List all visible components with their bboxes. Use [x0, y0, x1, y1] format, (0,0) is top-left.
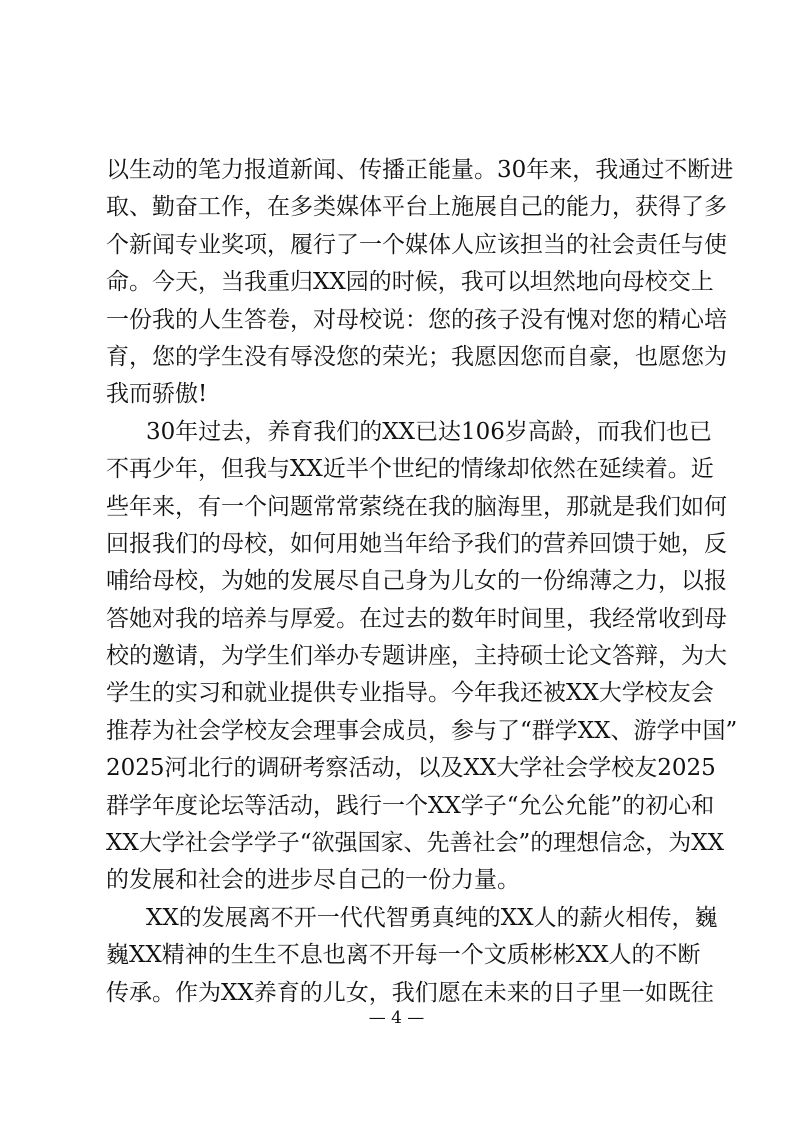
text-line: 我而骄傲! [106, 381, 208, 408]
text-line: 个新闻专业奖项，履行了一个媒体人应该担当的社会责任与使 [106, 231, 727, 258]
body-text [106, 152, 738, 1012]
page-number: — 4 — [368, 1008, 425, 1028]
text-line: XX的发展离不开一代代智勇真纯的XX人的薪火相传，巍 [146, 904, 718, 931]
text-line: 校的邀请，为学生们举办专题讲座，主持硕士论文答辩，为大 [106, 643, 727, 670]
paragraph [106, 414, 738, 900]
text-line: 的发展和社会的进步尽自己的一份力量。 [106, 867, 520, 894]
text-line: 2025河北行的调研考察活动，以及XX大学社会学校友2025 [106, 755, 716, 782]
text-line: 学生的实习和就业提供专业指导。今年我还被XX大学校友会 [106, 680, 714, 707]
text-line: 答她对我的培养与厚爱。在过去的数年时间里，我经常收到母 [106, 605, 727, 632]
text-line: 传承。作为XX养育的儿女，我们愿在未来的日子里一如既往 [106, 979, 714, 1006]
paragraph [106, 152, 734, 414]
text-line: 回报我们的母校，如何用她当年给予我们的营养回馈于她，反 [106, 530, 727, 557]
text-line: 30年过去，养育我们的XX已达106岁高龄，而我们也已 [146, 418, 712, 445]
text-line: 哺给母校，为她的发展尽自己身为儿女的一份绵薄之力，以报 [106, 568, 727, 595]
text-line: 一份我的人生答卷，对母校说：您的孩子没有愧对您的精心培 [106, 306, 727, 333]
text-line: 些年来，有一个问题常常萦绕在我的脑海里，那就是我们如何 [106, 493, 727, 520]
text-line: 以生动的笔力报道新闻、传播正能量。30年来，我通过不断进 [106, 157, 734, 183]
paragraph [106, 900, 718, 1012]
text-line: 巍XX精神的生生不息也离不开每一个文质彬彬XX人的不断 [106, 942, 701, 969]
text-line: 取、勤奋工作，在多类媒体平台上施展自己的能力，获得了多 [106, 194, 727, 221]
text-line: 推荐为社会学校友会理事会成员，参与了“群学XX、游学中国” [106, 717, 738, 744]
text-line: 命。今天，当我重归XX园的时候，我可以坦然地向母校交上 [106, 269, 714, 296]
text-line: 群学年度论坛等活动，践行一个XX学子“允公允能”的初心和 [106, 792, 715, 819]
text-line: XX大学社会学学子“欲强国家、先善社会”的理想信念，为XX [106, 830, 725, 857]
text-line: 育，您的学生没有辱没您的荣光；我愿因您而自豪，也愿您为 [106, 343, 727, 370]
text-line: 不再少年，但我与XX近半个世纪的情缘却依然在延续着。近 [106, 456, 714, 483]
